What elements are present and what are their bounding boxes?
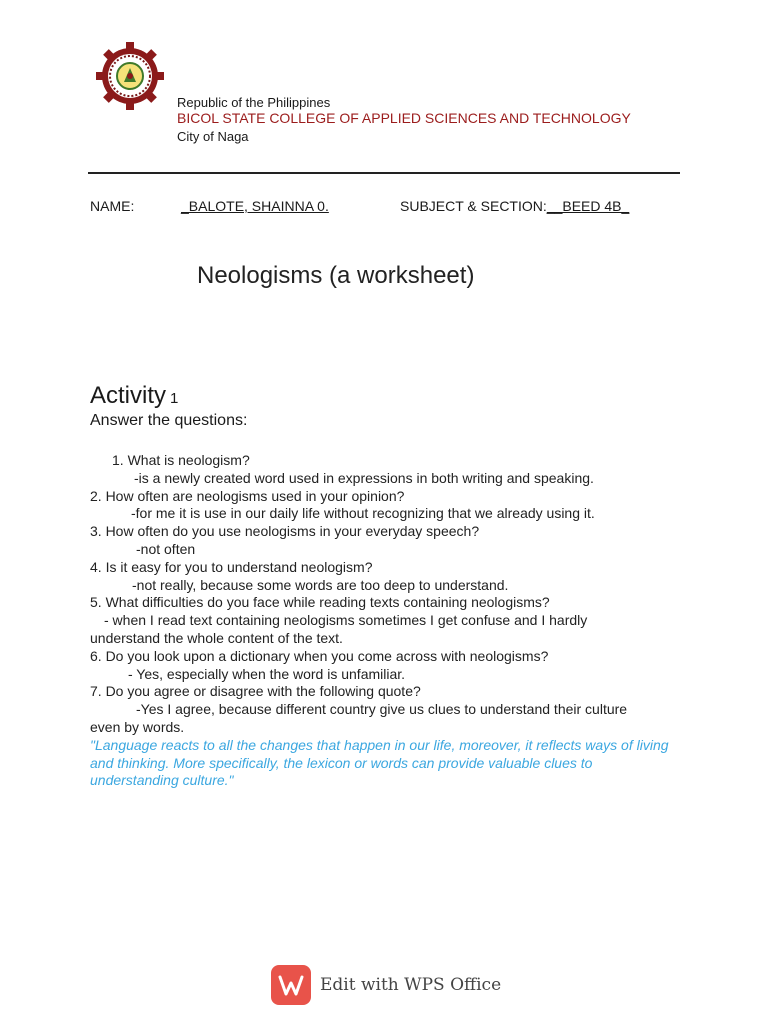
activity-label: Activity [90,382,167,409]
answer-5-continued: understand the whole content of the text. [90,629,343,646]
edit-with-wps-link[interactable]: Edit with WPS Office [320,975,502,995]
subject-section-label: SUBJECT & SECTION: [400,198,547,214]
wps-w-glyph-icon [271,965,311,1005]
answer-7-continued: even by words. [90,718,185,735]
answer-2: -for me it is use in our daily life without recognizing that we already using it. [131,505,595,522]
seal-emblem-icon [117,63,143,89]
name-value: _BALOTE, SHAINNA 0. [181,198,329,214]
question-3: 3. How often do you use neologisms in your everyday speech? [90,523,480,540]
header-college-name: BICOL STATE COLLEGE OF APPLIED SCIENCES AND TECHNOLOGY [177,110,631,126]
header-divider [88,172,680,174]
answer-7: -Yes I agree, because different country give us clues to understand their culture [136,701,628,718]
header-republic: Republic of the Philippines [177,95,331,110]
question-2: 2. How often are neologisms used in your opinion? [90,487,405,504]
activity-heading [90,382,178,410]
question-1: 1. What is neologism? [112,452,250,468]
quote-text: "Language reacts to all the changes that happen in our life, moreover, it reflects ways of living and thinking. More specifically, the lexicon or words can provide valuable clues to understanding culture." [90,736,669,789]
answer-3: -not often [136,540,196,557]
answer-6: - Yes, especially when the word is unfamiliar. [128,665,406,682]
question-5: 5. What difficulties do you face while reading texts containing neologisms? [90,594,550,611]
name-label: NAME: [90,198,135,214]
activity-instruction: Answer the questions: [90,412,248,429]
page-title: Neologisms (a worksheet) [197,262,475,289]
activity-number: 1 [170,390,179,407]
school-seal-logo [94,40,166,112]
subject-section-field [400,198,629,214]
header-city: City of Naga [177,129,249,144]
question-7: 7. Do you agree or disagree with the following quote? [90,683,421,700]
question-list [90,452,680,790]
answer-5: - when I read text containing neologisms sometimes I get confuse and I hardly [104,612,588,629]
wps-w-icon[interactable] [271,965,311,1005]
question-4: 4. Is it easy for you to understand neologism? [90,558,373,575]
answer-4: -not really, because some words are too deep to understand. [132,576,509,593]
answer-1: -is a newly created word used in expressions in both writing and speaking. [134,469,594,486]
subject-section-value: __BEED 4B_ [546,198,630,214]
question-6: 6. Do you look upon a dictionary when you come across with neologisms? [90,647,549,664]
